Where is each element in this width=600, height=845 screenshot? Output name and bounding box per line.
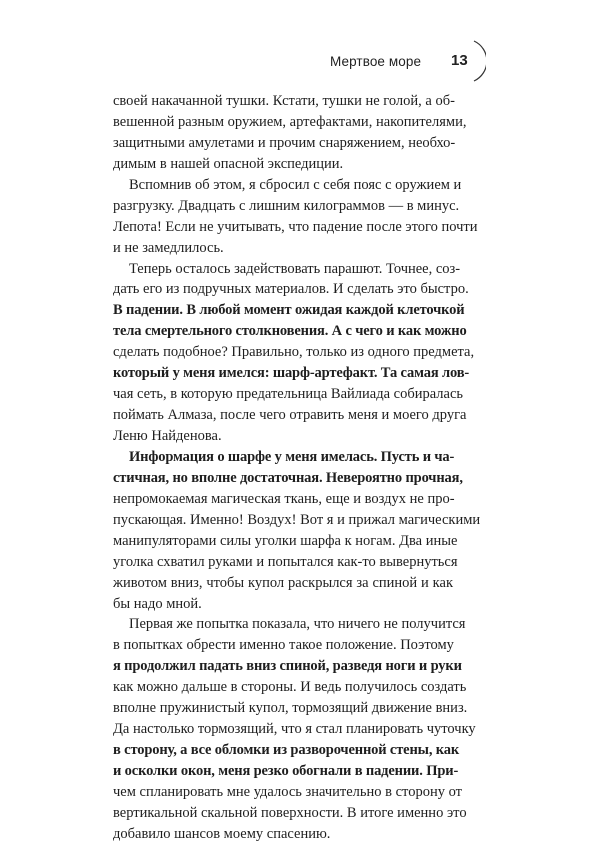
text-line: и не замедлилось. [113, 239, 224, 256]
text-line: Первая же попытка показала, что ничего не получится [129, 616, 466, 633]
text-line: вешенной разным оружием, артефактами, накопителями, [113, 113, 467, 130]
text-line: вполне пружинистый купол, тормозящий движение вниз. [113, 700, 468, 717]
text-line: чая сеть, в которую предательница Вайлиада собиралась [113, 386, 464, 403]
text-line: Леню Найденова. [113, 428, 222, 444]
text-line: разгрузку. Двадцать с лишним килограммов — в минус. [113, 197, 460, 214]
page-number: 13 [451, 52, 468, 69]
text-line: животом вниз, чтобы купол раскрылся за спиной и как [113, 574, 453, 591]
text-line: В падении. В любой момент ожидая каждой клеточкой [113, 302, 465, 319]
paragraph [113, 175, 478, 259]
text-line: вертикальной скальной поверхности. В итоге именно это [113, 804, 467, 821]
text-line: как можно дальше в стороны. И ведь получилось создать [113, 679, 467, 696]
text-line: Теперь осталось задействовать парашют. Точнее, соз- [129, 260, 461, 277]
paragraph [113, 614, 476, 844]
text-line: пускающая. Именно! Воздух! Вот я и прижал магическими [113, 511, 481, 528]
text-line: своей накачанной тушки. Кстати, тушки не голой, а об- [113, 93, 455, 109]
text-line: уголка схватил руками и попытался как-то вывернуться [113, 553, 458, 570]
text-line: в сторону, а все обломки из развороченной стены, как [113, 742, 460, 759]
paragraph [113, 447, 481, 615]
text-line: стичная, но вполне достаточная. Невероятно прочная, [113, 469, 463, 486]
chapter-title: Мертвое море [330, 54, 422, 69]
paragraph [113, 91, 467, 175]
text-line: Вспомнив об этом, я сбросил с себя пояс с оружием и [129, 176, 462, 193]
text-line: дать его из подручных материалов. И сделать это быстро. [113, 281, 469, 298]
text-line: непромокаемая магическая ткань, еще и воздух не про- [113, 490, 455, 507]
text-line: димым в нашей опасной экспедиции. [113, 155, 344, 172]
text-line: я продолжил падать вниз спиной, разведя ноги и руки [113, 658, 462, 675]
text-line: Лепота! Если не учитывать, что падение после этого почти [113, 218, 478, 235]
text-line: и осколки окон, меня резко обогнали в падении. При- [113, 763, 459, 779]
text-line: поймать Алмаза, после чего отравить меня и моего друга [113, 407, 467, 424]
text-line: в попытках обрести именно такое положение. Поэтому [113, 637, 454, 654]
text-line: бы надо мной. [113, 595, 202, 612]
text-line: сделать подобное? Правильно, только из одного предмета, [113, 344, 475, 361]
body-text [113, 91, 481, 845]
paragraph [113, 259, 475, 447]
text-line: чем спланировать мне удалось значительно в сторону от [113, 783, 462, 800]
text-line: добавило шансов моему спасению. [113, 825, 331, 842]
text-line: защитными амулетами и прочим снаряжением, необхо- [113, 134, 456, 151]
text-line: тела смертельного столкновения. А с чего и как можно [113, 323, 467, 340]
text-line: который у меня имелся: шарф-артефакт. Та самая лов- [113, 365, 470, 382]
text-line: Информация о шарфе у меня имелась. Пусть и ча- [129, 448, 455, 465]
running-header [330, 48, 490, 88]
text-line: манипуляторами силы уголки шарфа к ногам. Два иные [113, 532, 458, 549]
text-line: Да настолько тормозящий, что я стал планировать чуточку [113, 721, 476, 738]
